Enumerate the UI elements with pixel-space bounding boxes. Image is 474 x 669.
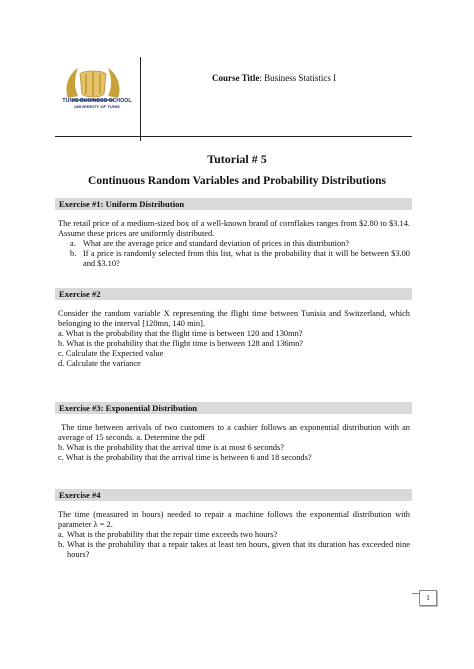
course-title-label: Course Title	[212, 73, 260, 83]
school-name-text: TUNIS BUSINESS SCHOOL	[62, 98, 132, 104]
exercise-2-item-c: c. Calculate the Expected value	[58, 349, 164, 359]
exercise-1-body	[58, 219, 410, 269]
item-text: If a price is randomly selected from this list, what is the probability that it will be between $3.00 and $3.10?	[83, 249, 410, 269]
exercise-3-heading-bar	[55, 402, 412, 414]
exercise-2-intro: Consider the random variable X representing the flight time between Tunisia and Switzerland, which belonging to the interval [120mn, 140 min].	[58, 309, 410, 329]
exercise-3-item-c: c. What is the probability that the arrival time is between 6 and 18 seconds?	[58, 453, 312, 463]
exercise-4-heading: Exercise #4	[59, 490, 101, 500]
exercise-2-item-d: d. Calculate the variance	[58, 359, 141, 369]
item-label: b.	[70, 249, 77, 259]
header-horizontal-divider	[55, 136, 412, 137]
exercise-2-item-b: b. What is the probability that the flight time is between 128 and 136mn?	[58, 339, 303, 349]
header-vertical-divider	[140, 57, 141, 141]
exercise-3-intro: The time between arrivals of two customers to a cashier follows an exponential distribution with an average of 15 seconds. a. Determine the pdf	[58, 423, 413, 443]
exercise-1-heading-bar	[55, 198, 412, 210]
exercise-4-item-b	[58, 540, 410, 560]
exercise-1-item-b	[58, 249, 410, 269]
exercise-3-heading: Exercise #3: Exponential Distribution	[59, 403, 198, 413]
exercise-4-item-a	[58, 530, 410, 540]
exercise-4-body	[58, 510, 410, 560]
item-text: What is the probability that the repair time exceeds two hours?	[67, 530, 278, 540]
item-label: b.	[58, 540, 65, 550]
exercise-2-item-a: a. What is the probability that the flight time is between 120 and 130mn?	[58, 329, 303, 339]
school-name	[56, 98, 138, 110]
item-label: a.	[70, 239, 76, 249]
exercise-1-heading: Exercise #1: Uniform Distribution	[59, 199, 185, 209]
school-subname-text: UNIVERSITY OF TUNIS	[74, 104, 120, 109]
exercise-3-body	[58, 423, 413, 463]
item-text: What is the probability that a repair takes at least ten hours, given that its duration has exceeded nine hours?	[67, 540, 410, 560]
exercise-2-heading: Exercise #2	[59, 289, 101, 299]
school-logo-icon	[62, 60, 124, 122]
tutorial-subtitle: Continuous Random Variables and Probability Distributions	[88, 175, 386, 187]
exercise-3-item-b: b. What is the probability that the arrival time is at most 6 seconds?	[58, 443, 284, 453]
course-title	[212, 73, 336, 83]
exercise-2-body	[58, 309, 410, 370]
exercise-4-heading-bar	[55, 489, 412, 501]
exercise-2-heading-bar	[55, 288, 412, 300]
exercise-1-item-a	[58, 239, 410, 249]
exercise-4-intro: The time (measured in hours) needed to repair a machine follows the exponential distribution with parameter λ = 2.	[58, 510, 410, 530]
item-label: a.	[58, 530, 64, 540]
tutorial-title: Tutorial # 5	[207, 152, 267, 166]
item-text: What are the average price and standard deviation of prices in this distribution?	[83, 239, 350, 249]
exercise-1-intro: The retail price of a medium-sized box of a well-known brand of cornflakes ranges from $2.80 to $3.14. Assume these prices are uniformly distributed.	[58, 219, 410, 239]
page-number: 1	[419, 590, 437, 606]
course-title-value: : Business Statistics I	[259, 73, 337, 83]
